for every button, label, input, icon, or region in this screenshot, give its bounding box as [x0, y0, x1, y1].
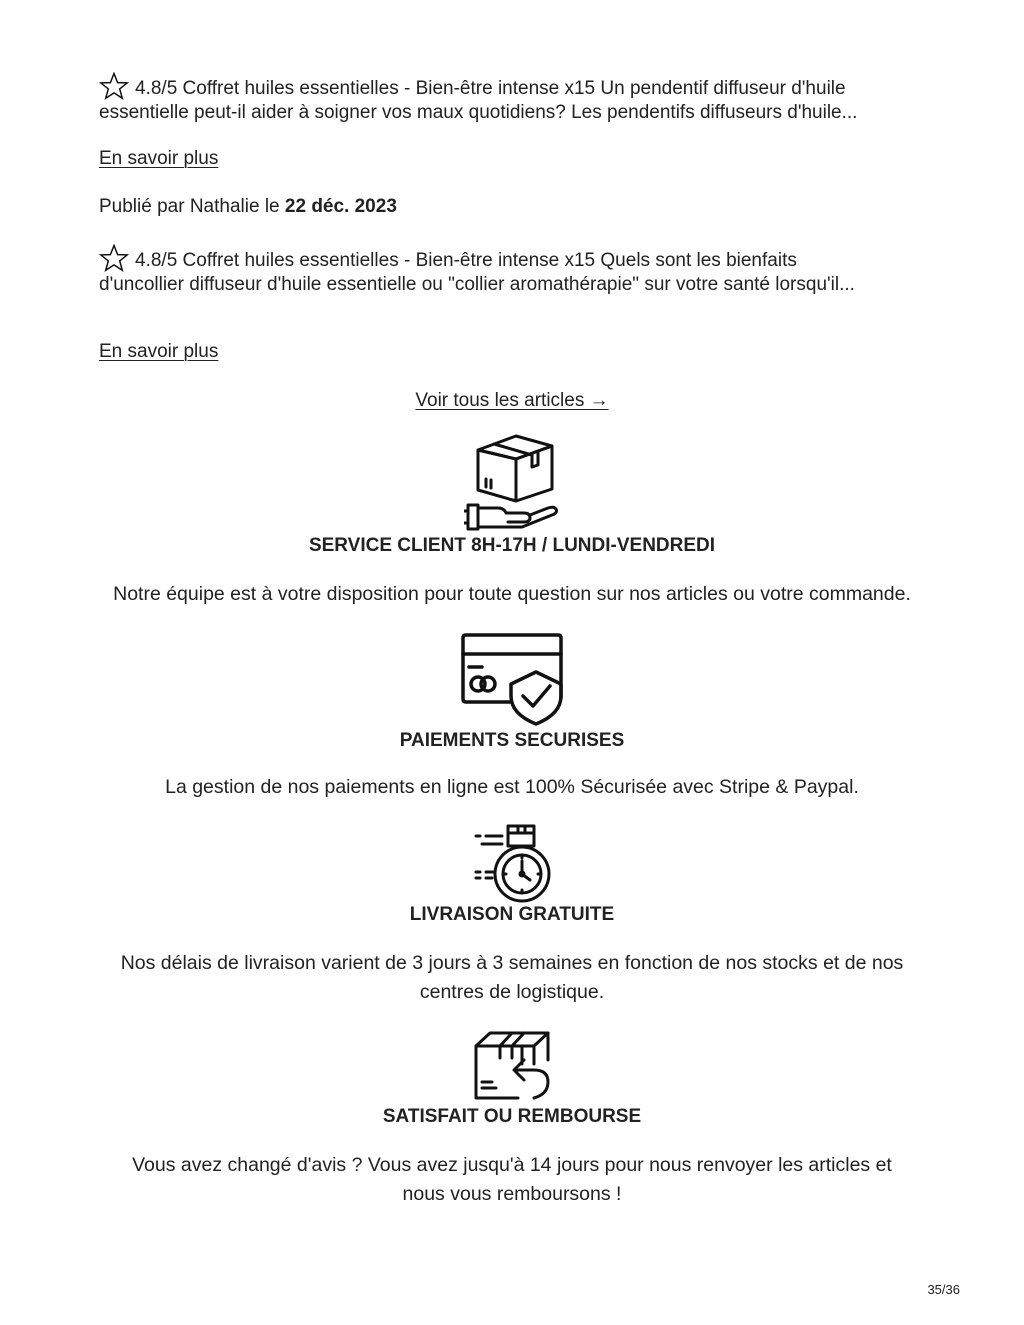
- read-more-text[interactable]: En savoir plus: [99, 148, 219, 169]
- article-snippet-text: 4.8/5 Coffret huiles essentielles - Bien-être intense x15 Un pendentif diffuseur d'huile essentielle peut-il aider à soigner vos maux quotidiens? Les pendentifs diffuseurs d'huile...: [99, 78, 858, 123]
- article-snippet-2: [99, 244, 859, 297]
- star-icon: [99, 72, 129, 100]
- all-articles-link[interactable]: Voir tous les articles →: [415, 390, 609, 411]
- feature-description-1: Notre équipe est à votre disposition pour toute question sur nos articles ou votre commande.: [113, 583, 911, 605]
- package-return-icon: [472, 1030, 552, 1102]
- feature-description-2: La gestion de nos paiements en ligne est 100% Sécurisée avec Stripe & Paypal.: [165, 776, 859, 798]
- read-more-link-2[interactable]: [99, 340, 218, 364]
- fast-delivery-stopwatch-icon: [472, 824, 552, 904]
- feature-icon-wrap-2: [0, 632, 1024, 726]
- feature-title-3: LIVRAISON GRATUITE: [409, 904, 615, 925]
- read-more-text[interactable]: En savoir plus: [99, 341, 219, 362]
- feature-title-2: PAIEMENTS SECURISES: [399, 730, 625, 751]
- package-in-hand-icon: [464, 433, 560, 533]
- article-meta: [99, 195, 859, 219]
- secure-card-shield-icon: [460, 632, 564, 726]
- article-snippet-1: [99, 72, 859, 125]
- article-author-prefix: Publié par Nathalie le: [99, 196, 280, 217]
- feature-title-1: SERVICE CLIENT 8H-17H / LUNDI-VENDREDI: [308, 535, 716, 556]
- page-number: 35/36: [927, 1282, 960, 1297]
- feature-description-3: Nos délais de livraison varient de 3 jours à 3 semaines en fonction de nos stocks et de nos centres de logistique.: [120, 952, 904, 1003]
- article-snippet-text: 4.8/5 Coffret huiles essentielles - Bien-être intense x15 Quels sont les bienfaits d'uncollier diffuseur d'huile essentielle ou "collier aromathérapie" sur votre santé lorsqu'il...: [99, 250, 855, 295]
- feature-title-4: SATISFAIT OU REMBOURSE: [382, 1106, 642, 1127]
- feature-icon-wrap-3: [0, 824, 1024, 904]
- feature-description-4: Vous avez changé d'avis ? Vous avez jusqu'à 14 jours pour nous renvoyer les articles et nous vous remboursons !: [132, 1154, 892, 1205]
- read-more-link-1[interactable]: [99, 147, 218, 171]
- feature-icon-wrap-4: [0, 1030, 1024, 1102]
- feature-icon-wrap-1: [0, 433, 1024, 533]
- article-date: 22 déc. 2023: [284, 196, 397, 217]
- all-articles-link-row: [0, 389, 1024, 413]
- star-icon: [99, 244, 129, 272]
